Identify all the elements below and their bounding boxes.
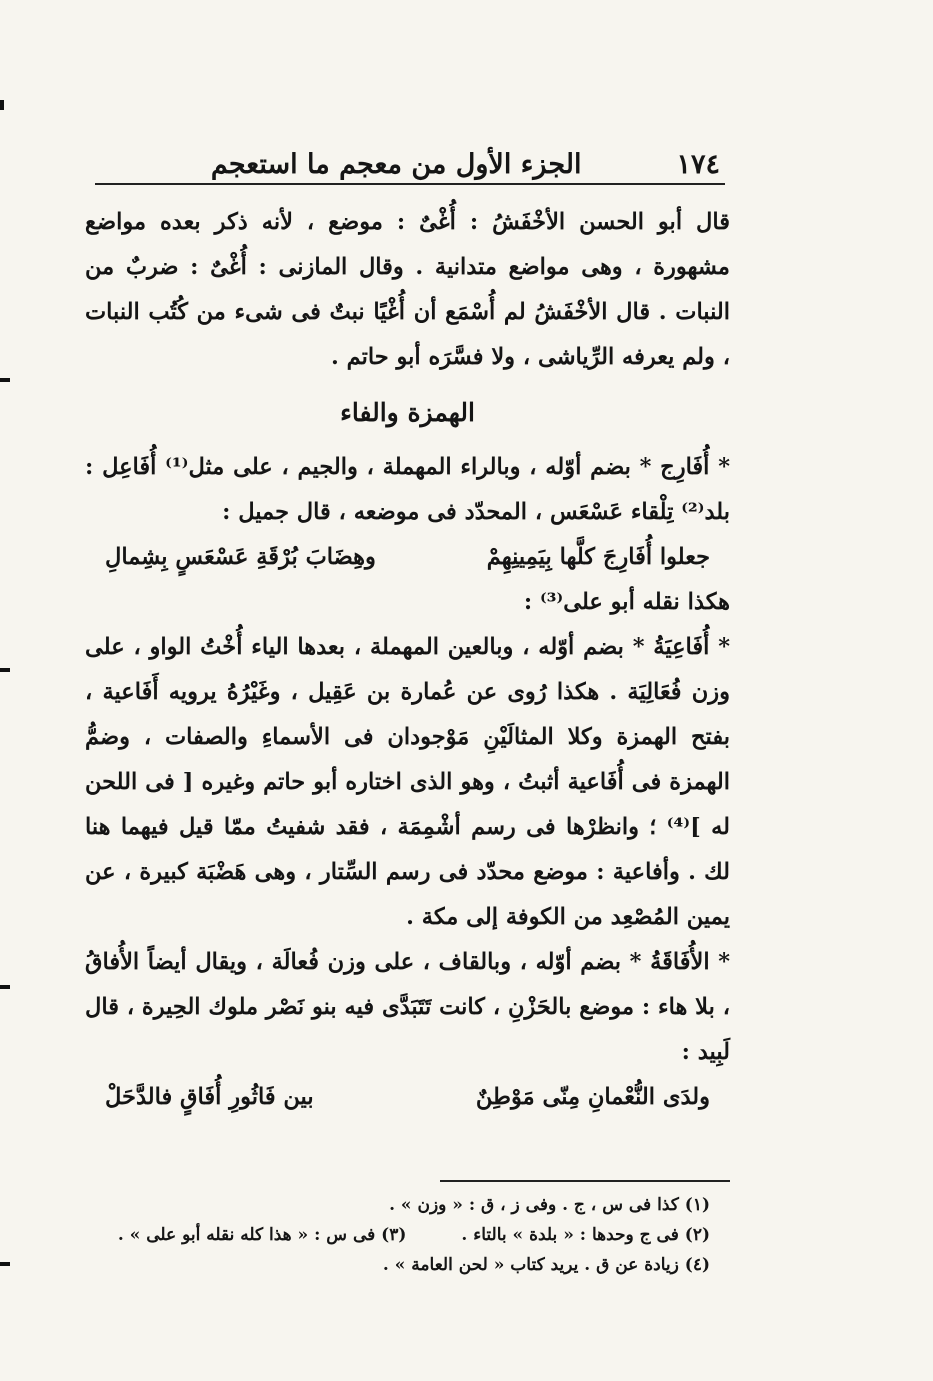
entry-afarij-end: هكذا نقله أبو على⁽³⁾ : <box>523 589 730 615</box>
margin-mark <box>0 1262 10 1266</box>
running-header <box>95 130 720 180</box>
verse-2 <box>85 1075 730 1120</box>
verse-2-first-hemistich: ولدَى النُّعْمانِ مِنّى مَوْطِنٌ <box>475 1084 710 1110</box>
entry-afaiya: * أُفَاعِيَةُ * بضم أوّله ، وبالعين المهملة ، بعدها الياء أُخْتُ الواو ، على وزن فُعَالِيَة . هكذا رُوى عن عُمارة بن عَقِيل ، وغَيْرُهُ يرويه أَفَاعية ، بفتح الهمزة وكلا المثالَيْنِ مَوْجودان فى الأسماءِ والصفات ، وضمُّ الهمزة فى أُفَاعية أثبتُ ، وهو الذى اختاره أبو حاتم وغيره [ فى اللحن له ]⁽⁴⁾ ؛ وانظرْها فى رسم أشْمِمَة ، فقد شفيتُ ممّا قيل فيهما هنا لك . وأفاعية : موضع محدّد فى رسم السِّتار ، وهى هَضْبَة كبيرة ، عن يمين المُصْعِد من الكوفة إلى مكة . <box>85 634 730 930</box>
header-rule <box>95 183 725 185</box>
verse-1 <box>85 535 730 580</box>
footnote-rule <box>440 1180 730 1182</box>
margin-mark <box>0 378 10 382</box>
paragraph-1: قال أبو الحسن الأخْفَشُ : أُغْىٌ : موضع ، لأنه ذكر بعده مواضع مشهورة ، وهى مواضع متدانية . وقال المازنى : أُغْىٌ : ضربٌ من النبات . قال الأخْفَشُ لم أُسْمَع أن أُغْيًا نبتٌ فى شىء من كُتُب النبات ، ولم يعرفه الرِّياشى ، ولا فسَّرَه أبو حاتم . <box>85 209 730 370</box>
section-heading: الهمزة والفاء <box>340 398 475 427</box>
margin-mark <box>0 985 10 989</box>
footnote-4: (٤) زيادة عن ق . يريد كتاب « لحن العامة » . <box>382 1255 710 1275</box>
entry-afaqa: * الأُفَاقَةُ * بضم أوّله ، وبالقاف ، على وزن فُعالَة ، ويقال أيضاً الأُفاقُ ، بلا هاء : موضع بالحَزْنِ ، كانت تَتَبَدَّى فيه بنو نَصْر ملوك الحِيرة ، قال لَبِيد : <box>85 949 730 1065</box>
footnote-1: (١) كذا فى س ، ج . وفى ز ، ق : « وزن » . <box>389 1195 710 1215</box>
main-text <box>85 200 730 1120</box>
verse-1-first-hemistich: جعلوا أُفَارِجَ كلَّها بِيَمِينِهِمْ <box>486 544 710 570</box>
margin-mark <box>0 100 4 110</box>
footnote-3: (٣) فى س : « هذا كله نقله أبو على » . <box>117 1225 407 1245</box>
footnotes <box>90 1190 710 1280</box>
verse-1-second-hemistich: وهِضَابَ بُرْقَةِ عَسْعَسٍ بِشِمالِ <box>105 544 376 570</box>
margin-mark <box>0 668 10 672</box>
entry-afarij: * أُفَارِج * بضم أوّله ، وبالراء المهملة ، والجيم ، على مثل⁽¹⁾ أُفَاعِل : بلد⁽²⁾ تِلْقاء عَسْعَس ، المحدّد فى موضعه ، قال جميل : <box>85 454 730 525</box>
running-title: الجزء الأول من معجم ما استعجم <box>210 149 582 180</box>
verse-2-second-hemistich: بين فَاثُورِ أُفَاقٍ فالدَّحَلْ <box>105 1084 314 1110</box>
page-number: ١٧٤ <box>676 149 720 180</box>
footnote-2: (٢) فى ج وحدها : « بلدة » بالتاء . <box>461 1225 710 1245</box>
